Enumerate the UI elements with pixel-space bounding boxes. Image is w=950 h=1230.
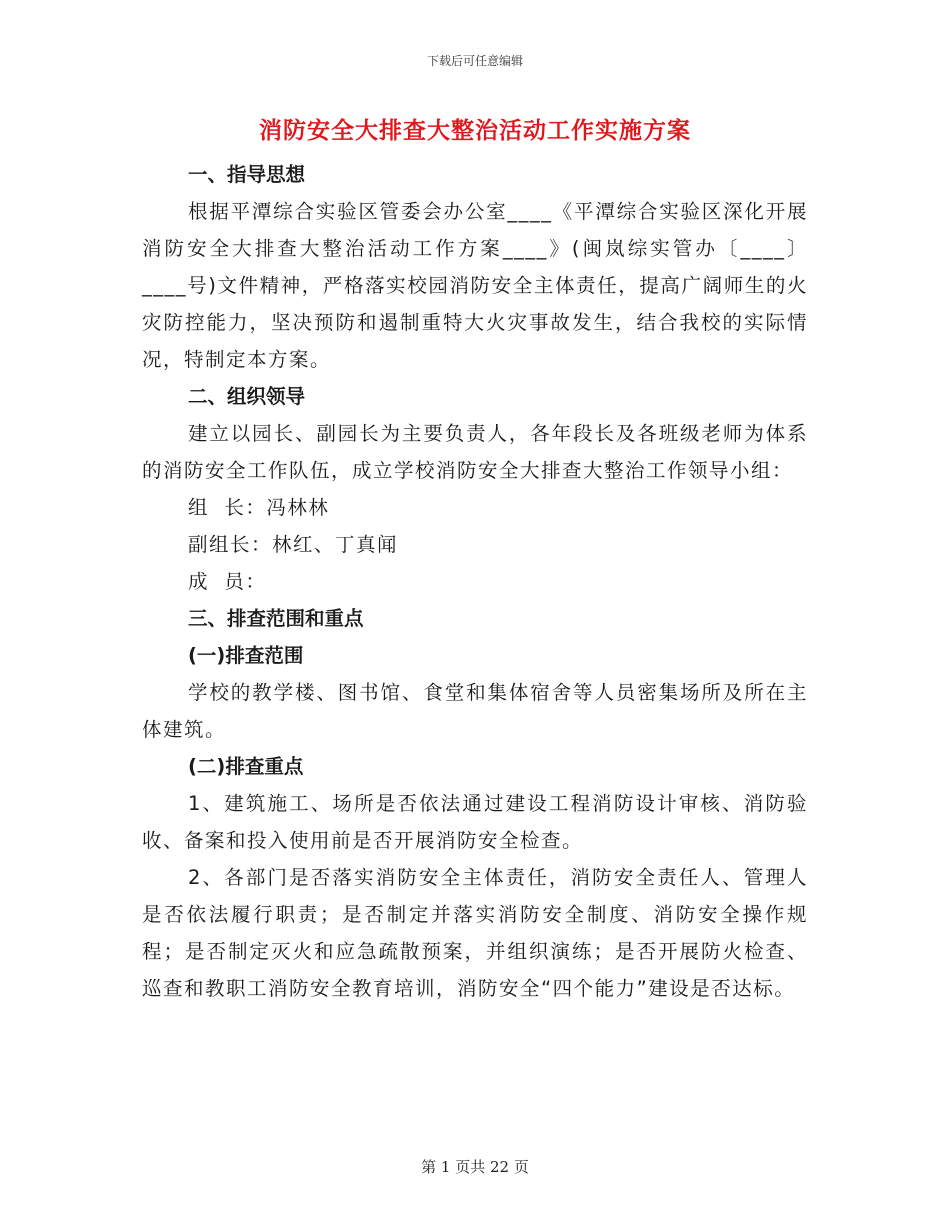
leader-line: 组 长：冯林林 — [188, 496, 330, 519]
deputy-line: 副组长：林红、丁真闻 — [188, 533, 399, 556]
subsection-1-paragraph: 学校的教学楼、图书馆、食堂和集体宿舍等人员密集场所及所在主体建筑。 — [142, 681, 808, 741]
list-item-1: 1、建筑施工、场所是否依法通过建设工程消防设计审核、消防验收、备案和投入使用前是否开展消防安全检查。 — [142, 792, 808, 852]
members-line: 成 员： — [188, 570, 267, 593]
subsection-heading-2: (二)排查重点 — [188, 755, 304, 778]
section-heading-1: 一、指导思想 — [188, 163, 306, 186]
section-1-paragraph: 根据平潭综合实验区管委会办公室____《平潭综合实验区深化开展消防安全大排查大整治活动工作方案____》(闽岚综实管办〔____〕____号)文件精神，严格落实校园消防安全主体责任，提高广阔师生的火灾防控能力，坚决预防和遏制重特大火灾事故发生，结合我校的实际情况，特制定本方案。 — [142, 200, 808, 371]
page-footer: 第 1 页共 22 页 — [421, 1158, 529, 1176]
section-2-paragraph: 建立以园长、副园长为主要负责人，各年段长及各班级老师为体系的消防安全工作队伍，成立学校消防安全大排查大整治工作领导小组： — [142, 422, 808, 482]
document-body — [142, 156, 808, 1007]
section-heading-3: 三、排查范围和重点 — [188, 607, 364, 630]
subsection-heading-1: (一)排查范围 — [188, 644, 304, 667]
header-note: 下载后可任意编辑 — [426, 54, 523, 68]
list-item-2: 2、各部门是否落实消防安全主体责任，消防安全责任人、管理人是否依法履行职责；是否制定并落实消防安全制度、消防安全操作规程；是否制定灭火和应急疏散预案，并组织演练；是否开展防火检查、巡查和教职工消防安全教育培训，消防安全“四个能力”建设是否达标。 — [142, 866, 808, 1000]
section-heading-2: 二、组织领导 — [188, 385, 306, 408]
document-title: 消防安全大排查大整治活动工作实施方案 — [259, 118, 691, 144]
